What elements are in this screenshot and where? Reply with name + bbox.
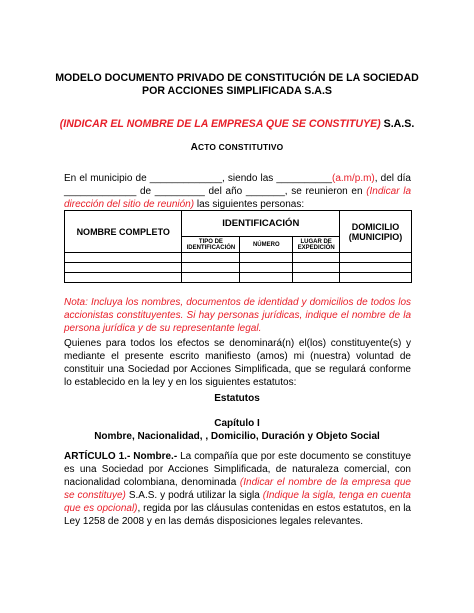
table-row [65, 273, 412, 283]
document-title-line2: POR ACCIONES SIMPLIFICADA S.A.S [142, 85, 332, 97]
shareholders-table [64, 210, 412, 283]
act-heading-initial: A [190, 142, 198, 153]
table-row [65, 263, 412, 273]
company-name-placeholder: (INDICAR EL NOMBRE DE LA EMPRESA QUE SE CONSTITUYE) [59, 118, 381, 130]
company-suffix: S.A.S. [380, 118, 415, 130]
intro-address-placeholder: (Indicar la dirección del sitio de reunión) [64, 186, 412, 210]
article-1-heading: ARTÍCULO 1.- Nombre.- [64, 451, 178, 462]
subheader-id-type: TIPO DE IDENTIFICACIÓN [182, 237, 240, 253]
document-title-line1: MODELO DOCUMENTO PRIVADO DE CONSTITUCIÓN DE LA SOCIEDAD [55, 72, 419, 84]
intro-text-2: , del día _____________ de _________ del año _______, se reunieron en [64, 173, 411, 197]
article-1-text-3: , regida por las cláusulas contenidas en estos estatutos, en la Ley 1258 de 2008 y en las demás disposiciones legales relevantes. [64, 503, 411, 527]
table-row [65, 253, 412, 263]
chapter-heading: Capítulo I [214, 418, 260, 429]
act-heading [0, 142, 474, 153]
article-1-text-2: S.A.S. y podrá utilizar la sigla [125, 490, 263, 501]
col-header-name: NOMBRE COMPLETO [65, 211, 182, 253]
constitution-paragraph: Quienes para todos los efectos se denominará(n) el(los) constituyente(s) y mediante el presente escrito manifiesto (amos) mi (nuestra) voluntad de constituir una Sociedad por Acciones Simplificada, que se regulará conforme lo establecido en la ley y en los siguientes estatutos: [64, 338, 411, 388]
col-header-identification: IDENTIFICACIÓN [182, 211, 340, 237]
statutes-heading: Estatutos [214, 393, 260, 404]
article-1-acronym-placeholder: (Indique la sigla, tenga en cuenta que es opcional) [64, 490, 411, 514]
company-name-line [0, 118, 474, 131]
intro-ampm-placeholder: (a.m/p.m) [331, 173, 375, 184]
act-heading-rest: CTO CONSTITUTIVO [198, 142, 284, 152]
intro-text-3: las siguientes personas: [194, 199, 305, 210]
col-header-domicile: DOMICILIO (MUNICIPIO) [340, 211, 412, 253]
intro-paragraph [64, 172, 411, 211]
article-1-paragraph [64, 450, 411, 528]
subheader-issue-place: LUGAR DE EXPEDICIÓN [293, 237, 340, 253]
shareholders-note: Nota: Incluya los nombres, documentos de identidad y domicilios de todos los accionistas constituyentes. Si hay personas jurídicas, indique el nombre de la persona jurídica y de su representante legal. [64, 297, 411, 334]
subheader-id-number: NÚMERO [240, 237, 293, 253]
chapter-title: Nombre, Nacionalidad, , Domicilio, Duración y Objeto Social [94, 431, 380, 442]
intro-text-1: En el municipio de _____________, siendo las __________ [64, 173, 332, 184]
article-1-text-1: La compañía que por este documento se constituye es una Sociedad por Acciones Simplificada, de naturaleza comercial, con nacionalidad colombiana, denominada [64, 451, 411, 488]
article-1-name-placeholder: (Indicar el nombre de la empresa que se constituye) [64, 477, 411, 501]
